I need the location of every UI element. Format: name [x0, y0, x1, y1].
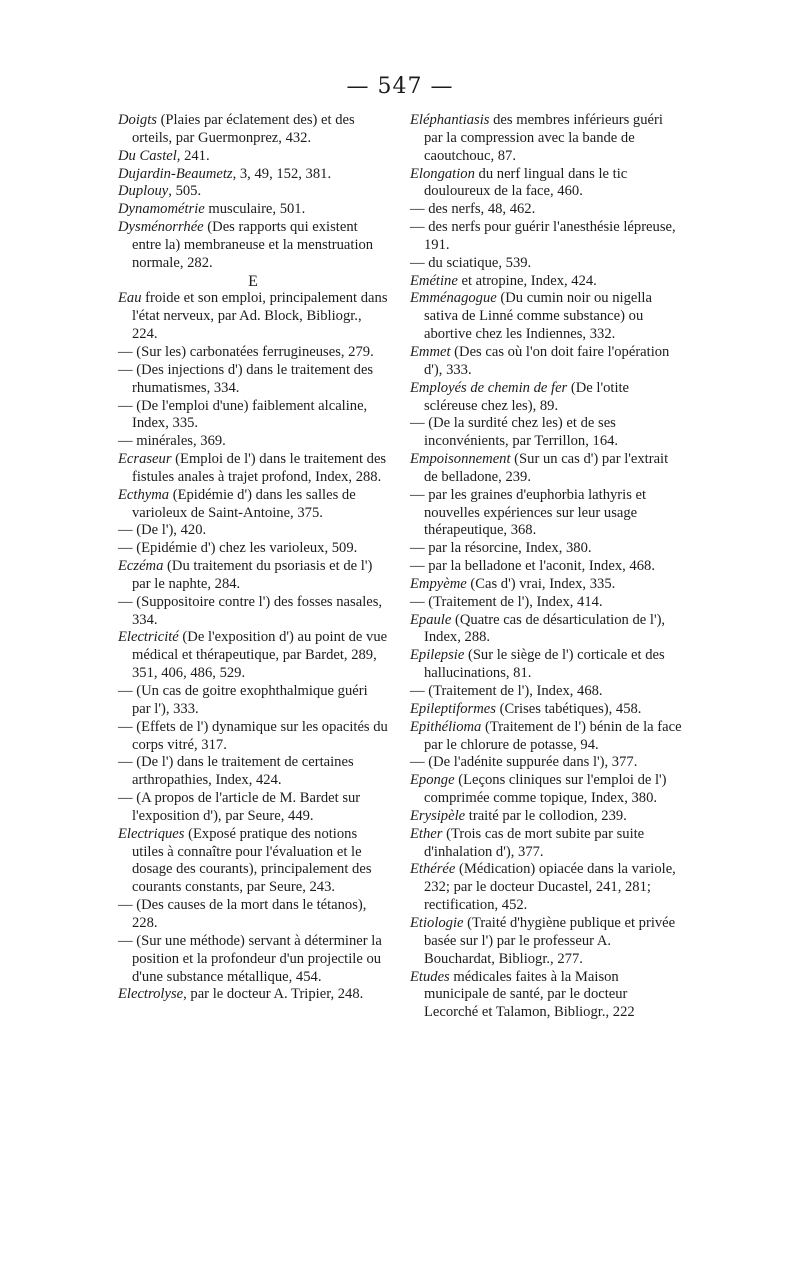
index-entry	[118, 362, 388, 398]
index-entry	[118, 487, 388, 523]
index-entry-term: Erysipèle	[410, 807, 466, 824]
index-entry	[118, 986, 388, 1004]
index-entry	[410, 701, 685, 719]
index-entry-term: Emmet	[410, 343, 451, 360]
index-entry-text: (Emploi de l') dans le traitement des fistules anales à trajet profond, Index, 288.	[132, 451, 387, 485]
index-entry-term: Eponge	[410, 772, 455, 789]
index-entry-text: et atropine, Index, 424.	[457, 272, 597, 289]
index-entry-term: Ecthyma	[118, 486, 170, 503]
index-entry	[410, 772, 685, 808]
index-entry-text: (Traitement de l') bénin de la face par le chlorure de potasse, 94.	[424, 718, 682, 753]
index-entry-text: — (De l'adénite suppurée dans l'), 377.	[410, 754, 638, 771]
index-entry-term: Empyème	[410, 575, 467, 592]
index-entry-text: — (De la surdité chez les) et de ses inconvénients, par Terrillon, 164.	[410, 415, 619, 450]
index-entry	[410, 861, 685, 915]
index-entry	[118, 826, 388, 897]
index-entry	[410, 201, 685, 219]
index-entry-term: Emménagogue	[410, 290, 497, 307]
index-entry-text: — (Effets de l') dynamique sur les opacités du corps vitré, 317.	[118, 718, 388, 753]
index-entry	[118, 398, 388, 434]
index-entry-text: du nerf lingual dans le tic douloureux de la face, 460.	[424, 165, 628, 200]
index-entry	[118, 897, 388, 933]
index-entry	[410, 415, 685, 451]
index-entry	[118, 558, 388, 594]
index-entry-text: (Du cumin noir ou nigella sativa de Linné comme substance) ou abortive chez les Indiennes, 332.	[424, 290, 652, 343]
index-entry-text: (Trois cas de mort subite par suite d'inhalation d'), 377.	[424, 825, 645, 860]
index-entry	[118, 183, 388, 201]
index-entry-text: — par les graines d'euphorbia lathyris et nouvelles expériences sur leur usage thérapeutique, 368.	[410, 486, 647, 539]
index-entry	[410, 451, 685, 487]
index-entry	[118, 629, 388, 683]
index-entry-text: — du sciatique, 539.	[410, 254, 532, 271]
index-entry-text: des membres inférieurs guéri par la compression avec la bande de caoutchouc, 87.	[424, 112, 663, 164]
index-entry-text: — des nerfs, 48, 462.	[410, 201, 536, 218]
index-entry-term: Epileptiformes	[410, 700, 496, 717]
index-entry-term: Empoisonnement	[410, 451, 511, 468]
index-entry	[410, 273, 685, 291]
index-entry-text: musculaire, 501.	[204, 201, 306, 218]
page-number: — 547 —	[346, 74, 454, 99]
index-entry-term: Dysménorrhée	[118, 219, 204, 236]
index-entry-term: Epilepsie	[410, 647, 465, 664]
index-entry	[410, 487, 685, 541]
index-entry	[410, 719, 685, 755]
index-entry-term: Ecraseur	[118, 451, 172, 468]
index-entry-term: Ethérée	[410, 861, 456, 878]
index-entry-term: Duplouy	[118, 183, 169, 200]
index-entry	[410, 290, 685, 344]
index-entry	[118, 112, 388, 148]
index-entry-text: (Sur le siège de l') corticale et des hallucinations, 81.	[424, 647, 665, 682]
index-entry-term: Elongation	[410, 165, 475, 182]
index-entry-text: médicales faites à la Maison municipale de santé, par le docteur Lecorché et Talamon, Bibliogr., 222	[424, 968, 635, 1021]
index-entry-text: — (Des causes de la mort dans le tétanos), 228.	[118, 897, 367, 931]
section-letter-heading: E	[248, 272, 258, 290]
index-entry-term: Ether	[410, 825, 443, 842]
index-entry-text: (Traité d'hygiène publique et privée basée sur l') par le professeur A. Bouchardat, Bibliogr., 277.	[424, 914, 676, 967]
index-entry-text: — (De l'), 420.	[118, 522, 207, 539]
index-entry	[118, 451, 388, 487]
index-entry-term: Dujardin-Beaumetz	[118, 165, 233, 182]
index-entry	[410, 540, 685, 558]
index-entry	[118, 290, 388, 344]
index-entry	[118, 719, 388, 755]
index-entry-text: (De l'exposition d') au point de vue médical et thérapeutique, par Bardet, 289, 351, 406, 486, 529.	[132, 629, 388, 682]
index-column-right	[410, 112, 685, 1022]
index-entry	[410, 754, 685, 772]
index-entry	[410, 612, 685, 648]
index-entry-term: Etiologie	[410, 914, 464, 931]
index-entry	[410, 219, 685, 255]
index-entry	[410, 112, 685, 166]
index-entry-term: Doigts	[118, 112, 157, 128]
index-entry	[118, 344, 388, 362]
index-entry-term: Electrolyse	[118, 986, 184, 1003]
index-entry	[118, 201, 388, 219]
index-entry-text: (Quatre cas de désarticulation de l'), Index, 288.	[424, 611, 666, 646]
index-entry-text: (De l'otite scléreuse chez les), 89.	[424, 379, 630, 414]
index-entry-text: — par la belladone et l'aconit, Index, 468.	[410, 558, 655, 575]
index-entry-text: (Epidémie d') dans les salles de varioleux de Saint-Antoine, 375.	[132, 486, 356, 521]
index-entry	[118, 522, 388, 540]
index-entry-term: Dynamométrie	[118, 201, 205, 218]
index-entry	[118, 933, 388, 987]
index-entry-text: — par la résorcine, Index, 380.	[410, 540, 592, 557]
index-entry-term: Electricité	[118, 629, 179, 646]
index-entry	[410, 255, 685, 273]
index-entry-text: (Exposé pratique des notions utiles à connaître pour l'évaluation et le dosage des courants), principalement des courants constants, par Seure, 243.	[132, 825, 372, 896]
index-entry-term: Eczéma	[118, 558, 164, 575]
index-entry	[410, 647, 685, 683]
index-entry-text: — (Sur les) carbonatées ferrugineuses, 279.	[118, 343, 374, 360]
index-entry-text: (Sur un cas d') par l'extrait de belladone, 239.	[424, 451, 669, 485]
index-column-left	[118, 112, 388, 1004]
index-entry	[118, 148, 388, 166]
index-entry-text: — (De l'emploi d'une) faiblement alcaline, Index, 335.	[118, 397, 368, 432]
index-entry-text: (Cas d') vrai, Index, 335.	[466, 575, 616, 592]
index-entry-text: — (Epidémie d') chez les varioleux, 509.	[118, 540, 358, 557]
index-entry-term: Eau	[118, 290, 142, 307]
index-entry	[410, 558, 685, 576]
index-entry	[410, 915, 685, 969]
index-entry-text: (Médication) opiacée dans la variole, 232; par le docteur Ducastel, 241, 281; rectification, 452.	[424, 861, 676, 914]
index-entry-text: traité par le collodion, 239.	[465, 807, 627, 824]
index-entry-term: Epithélioma	[410, 718, 482, 735]
index-entry-text: (Plaies par éclatement des) et des orteils, par Guermonprez, 432.	[132, 112, 355, 146]
index-entry-text: — (Traitement de l'), Index, 414.	[410, 593, 603, 610]
index-entry	[410, 594, 685, 612]
index-entry	[118, 594, 388, 630]
index-entry-text: (Des cas où l'on doit faire l'opération d'), 333.	[424, 343, 670, 378]
index-entry	[410, 683, 685, 701]
index-entry	[410, 380, 685, 416]
index-entry	[118, 790, 388, 826]
index-entry-text: — (Des injections d') dans le traitement des rhumatismes, 334.	[118, 361, 374, 396]
index-entry-text: — (Sur une méthode) servant à déterminer la position et la profondeur d'un projectile ou d'une substance métallique, 454.	[118, 932, 382, 985]
index-entry-text: — des nerfs pour guérir l'anesthésie lépreuse, 191.	[410, 219, 676, 253]
index-entry-term: Epaule	[410, 611, 452, 628]
index-entry-term: Employés de chemin de fer	[410, 379, 568, 396]
index-entry-text: froide et son emploi, principalement dans l'état nerveux, par Ad. Block, Bibliogr., 224.	[132, 290, 388, 343]
index-entry-text: (Leçons cliniques sur l'emploi de l') comprimée comme topique, Index, 380.	[424, 772, 667, 807]
index-entry-text: — (A propos de l'article de M. Bardet sur l'exposition d'), par Seure, 449.	[118, 790, 361, 824]
index-entry	[118, 166, 388, 184]
index-entry	[410, 969, 685, 1023]
index-entry	[118, 433, 388, 451]
index-entry-term: Eléphantiasis	[410, 112, 490, 128]
index-entry	[118, 754, 388, 790]
index-entry-text: — (Suppositoire contre l') des fosses nasales, 334.	[118, 593, 383, 628]
index-entry	[410, 576, 685, 594]
index-entry-text: (Crises tabétiques), 458.	[495, 700, 642, 717]
index-entry-text: — (Un cas de goitre exophthalmique guéri par l'), 333.	[118, 683, 368, 717]
index-entry-text: , 3, 49, 152, 381.	[232, 165, 332, 182]
index-entry	[410, 344, 685, 380]
index-entry-text: (Du traitement du psoriasis et de l') par le naphte, 284.	[132, 558, 373, 592]
index-entry-text: , par le docteur A. Tripier, 248.	[183, 986, 364, 1003]
index-entry	[118, 683, 388, 719]
index-entry-term: Electriques	[118, 825, 185, 842]
index-entry-text: — (De l') dans le traitement de certaines arthropathies, Index, 424.	[118, 754, 354, 789]
index-entry	[118, 540, 388, 558]
index-entry-text: (Des rapports qui existent entre la) membraneuse et la menstruation normale, 282.	[132, 219, 374, 271]
index-entry-text: , 505.	[168, 183, 202, 200]
index-entry-term: Emétine	[410, 272, 458, 289]
index-entry	[410, 166, 685, 202]
index-entry-text: , 241.	[176, 147, 210, 164]
index-entry	[410, 826, 685, 862]
index-entry	[410, 808, 685, 826]
index-entry-term: Du Castel	[118, 147, 177, 164]
index-entry-text: — minérales, 369.	[118, 433, 226, 450]
index-entry-text: — (Traitement de l'), Index, 468.	[410, 683, 603, 699]
index-entry	[118, 219, 388, 273]
index-entry-term: Etudes	[410, 968, 450, 985]
